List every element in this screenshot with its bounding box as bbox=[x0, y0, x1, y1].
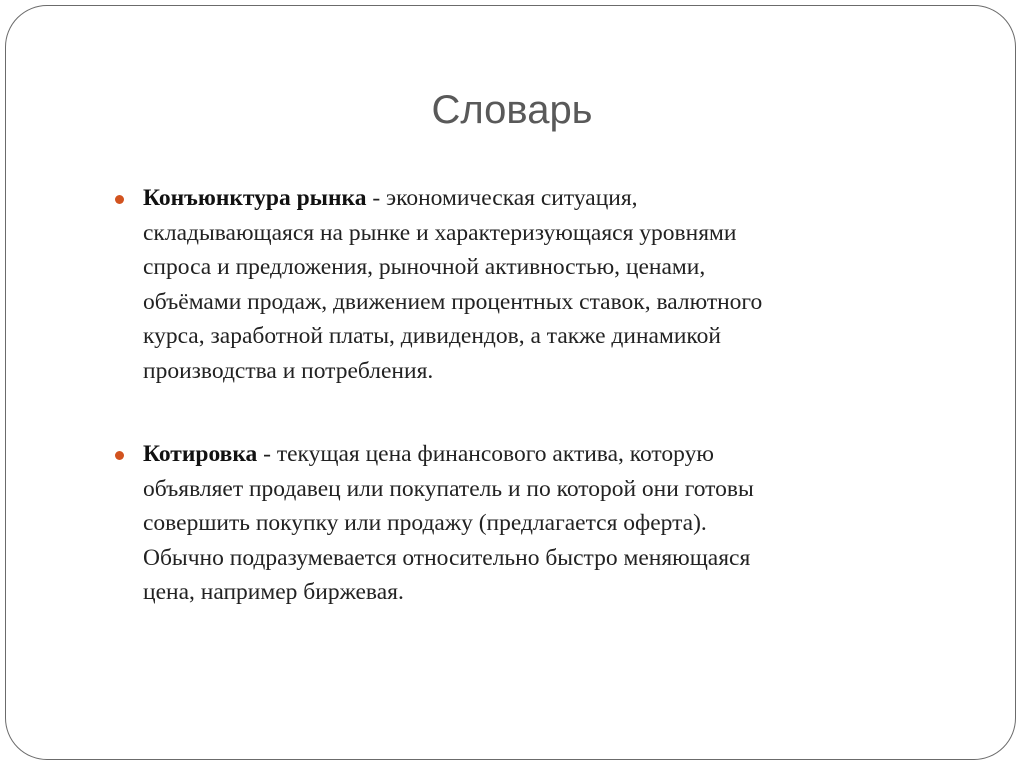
definition-line: спроса и предложения, рыночной активностью, ценами, bbox=[143, 254, 706, 280]
bullet-icon bbox=[115, 195, 124, 204]
bullet-icon bbox=[115, 451, 124, 460]
definition-line: Обычно подразумевается относительно быстро меняющаяся bbox=[143, 544, 751, 571]
definition-line: складывающаяся на рынке и характеризующаяся уровнями bbox=[143, 219, 737, 246]
item-first-line bbox=[143, 437, 754, 472]
definition-start: - экономическая ситуация, bbox=[366, 185, 638, 211]
slide-title: Словарь bbox=[431, 88, 593, 132]
glossary-item bbox=[143, 181, 762, 388]
definition-line: объёмами продаж, движением процентных ставок, валютного bbox=[143, 288, 763, 315]
item-first-line bbox=[143, 181, 762, 216]
definition-line: объявляет продавец или покупатель и по которой они готовы bbox=[143, 475, 754, 502]
definition-line: совершить покупку или продажу (предлагается оферта). bbox=[143, 510, 707, 536]
term: Котировка bbox=[143, 441, 258, 467]
definition-line: производства и потребления. bbox=[143, 357, 434, 384]
definition-line: цена, например биржевая. bbox=[143, 579, 404, 605]
glossary-item bbox=[143, 437, 754, 610]
definition-start: - текущая цена финансового актива, которую bbox=[257, 441, 714, 467]
term: Конъюнктура рынка bbox=[143, 185, 367, 211]
definition-line: курса, заработной платы, дивидендов, а также динамикой bbox=[143, 323, 721, 349]
